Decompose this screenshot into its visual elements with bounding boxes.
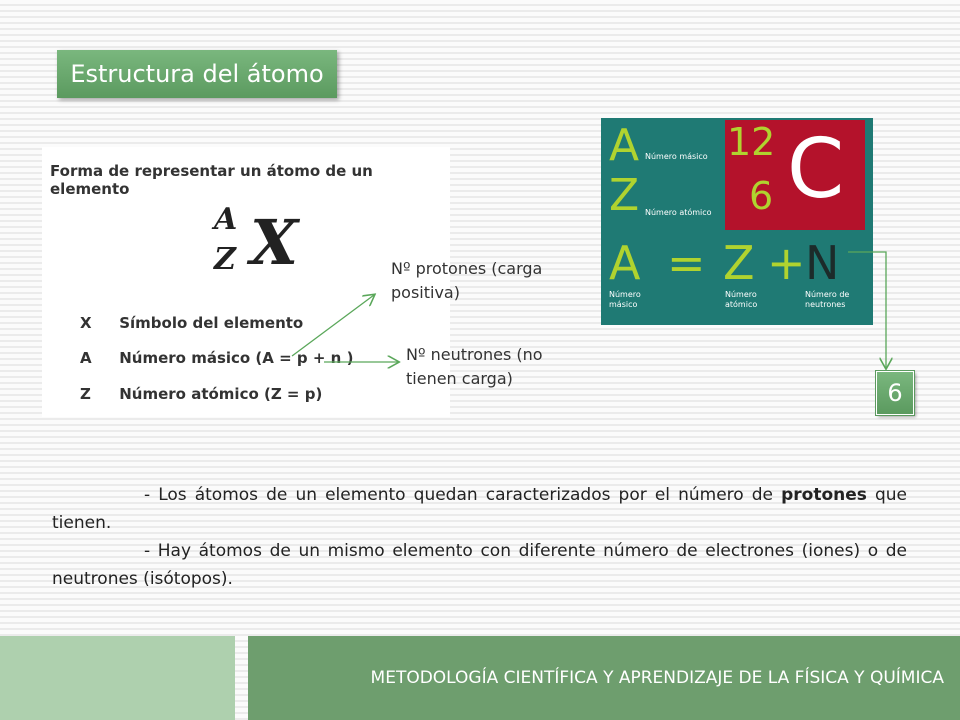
equation-equals: = [667,236,706,290]
row-text: Número atómico (Z = p) [119,385,323,403]
equation-z: Z [723,236,755,290]
row-text: Símbolo del elemento [119,314,304,332]
element-symbol: X [250,206,299,279]
atomic-number-symbol: Z [214,242,236,277]
row-key: Z [80,385,91,403]
equation-plus: + [767,236,806,290]
p1-part-1: - Los átomos de un elemento quedan caracterizados por el número de [144,485,782,505]
equation-a-label: Número másico [609,290,641,309]
top-a-label: Número másico [645,152,708,161]
slide-title: Estructura del átomo [57,50,337,98]
p2-part-1: - Hay átomos de un mismo elemento con diferente número de electrones (iones) o de neutrones (isótopos). [52,541,907,589]
paragraph-2 [52,537,907,593]
protons-annotation: Nº protones (carga positiva) [391,259,543,302]
p1-bold-protones: protones [781,485,867,505]
answer-arrow [848,252,886,368]
carbon-mass-number: 12 [727,120,776,164]
footer-left-block [0,636,235,720]
neutrons-annotation: Nº neutrones (no tienen carga) [406,345,543,388]
top-z-label: Número atómico [645,208,712,217]
body-text [52,481,907,593]
equation-n: N [805,236,840,290]
paragraph-1 [52,481,907,537]
answer-box: 6 [876,371,914,415]
carbon-symbol: C [787,122,845,217]
equation-z-label: Número atómico [725,290,758,309]
row-key: A [80,349,92,367]
p1-part-3: que tienen. [52,485,907,533]
equation-n-label: Número de neutrones [805,290,850,309]
top-a-letter: A [609,120,640,171]
representation-heading: Forma de representar un átomo de un elemento [50,162,373,198]
protons-arrow [292,295,374,356]
footer-title: METODOLOGÍA CIENTÍFICA Y APRENDIZAJE DE LA FÍSICA Y QUÍMICA [248,636,960,720]
row-text: Número másico (A = p + n ) [119,349,354,367]
top-z-letter: Z [609,170,640,221]
mass-number-symbol: A [214,202,238,237]
carbon-atomic-number: 6 [749,174,774,218]
equation-a: A [609,236,641,290]
row-key: X [80,314,92,332]
